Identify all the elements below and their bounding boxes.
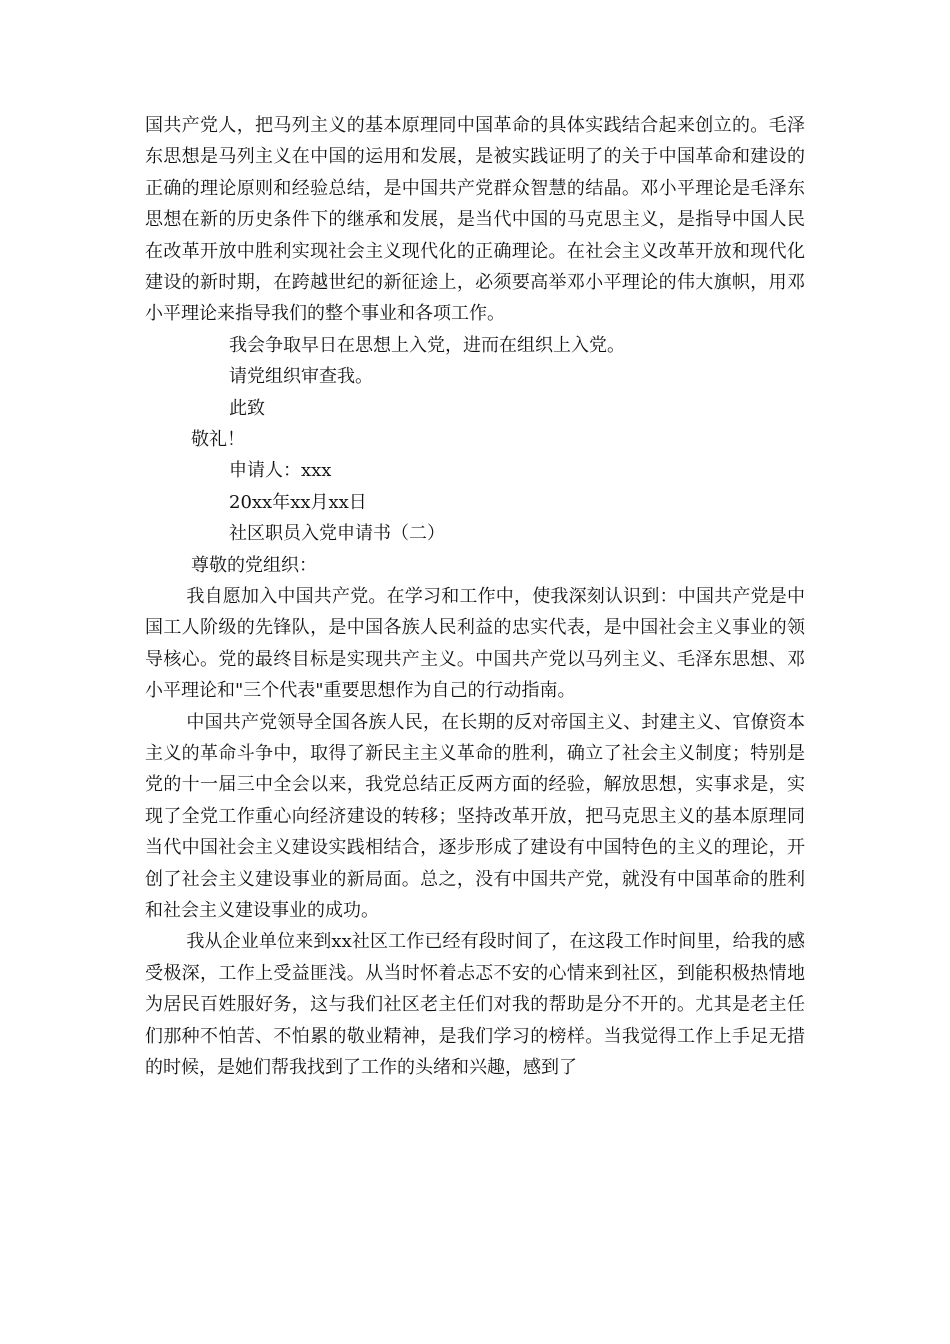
document-title-2: 社区职员入党申请书（二） [229, 523, 445, 545]
line-review: 请党组织审查我。 [229, 366, 373, 388]
paragraph-3: 我从企业单位来到xx社区工作已经有段时间了，在这段工作时间里，给我的感受极深，工作上受益匪浅。从当时怀着忐忑不安的心情来到社区，到能积极热情地为居民百姓服好务，这与我们社区老主任们对我的帮助是分不开的。尤其是老主任们那种不怕苦、不怕累的敬业精神，是我们学习的榜样。当我觉得工作上手足无措的时候，是她们帮我找到了工作的头绪和兴趣，感到了 [145, 931, 805, 1079]
line-salute-2: 敬礼！ [191, 429, 245, 451]
line-applicant: 申请人：xxx [229, 460, 332, 482]
line-salute-1: 此致 [229, 397, 265, 419]
greeting: 尊敬的党组织： [191, 554, 317, 576]
paragraph-2: 中国共产党领导全国各族人民，在长期的反对帝国主义、封建主义、官僚资本主义的革命斗争中，取得了新民主主义革命的胜利，确立了社会主义制度；特别是党的十一届三中全会以来，我党总结正反两方面的经验，解放思想，实事求是，实现了全党工作重心向经济建设的转移；坚持改革开放，把马克思主义的基本原理同当代中国社会主义建设实践相结合，逐步形成了建设有中国特色的主义的理论，开创了社会主义建设事业的新局面。总之，没有中国共产党，就没有中国革命的胜利和社会主义建设事业的成功。 [145, 711, 805, 922]
line-date: 20xx年xx月xx日 [229, 491, 367, 513]
paragraph-1: 我自愿加入中国共产党。在学习和工作中，使我深刻认识到：中国共产党是中国工人阶级的先锋队，是中国各族人民利益的忠实代表，是中国社会主义事业的领导核心。党的最终目标是实现共产主义。中国共产党以马列主义、毛泽东思想、邓小平理论和"三个代表"重要思想作为自己的行动指南。 [145, 585, 805, 702]
document-page [145, 110, 805, 1083]
paragraph-opening: 国共产党人，把马列主义的基本原理同中国革命的具体实践结合起来创立的。毛泽东思想是马列主义在中国的运用和发展，是被实践证明了的关于中国革命和建设的正确的理论原则和经验总结，是中国共产党群众智慧的结晶。邓小平理论是毛泽东思想在新的历史条件下的继承和发展，是当代中国的马克思主义，是指导中国人民在改革开放中胜利实现社会主义现代化的正确理论。在社会主义改革开放和现代化建设的新时期，在跨越世纪的新征途上，必须要高举邓小平理论的伟大旗帜，用邓小平理论来指导我们的整个事业和各项工作。 [145, 115, 805, 325]
line-strive: 我会争取早日在思想上入党，进而在组织上入党。 [229, 334, 625, 356]
